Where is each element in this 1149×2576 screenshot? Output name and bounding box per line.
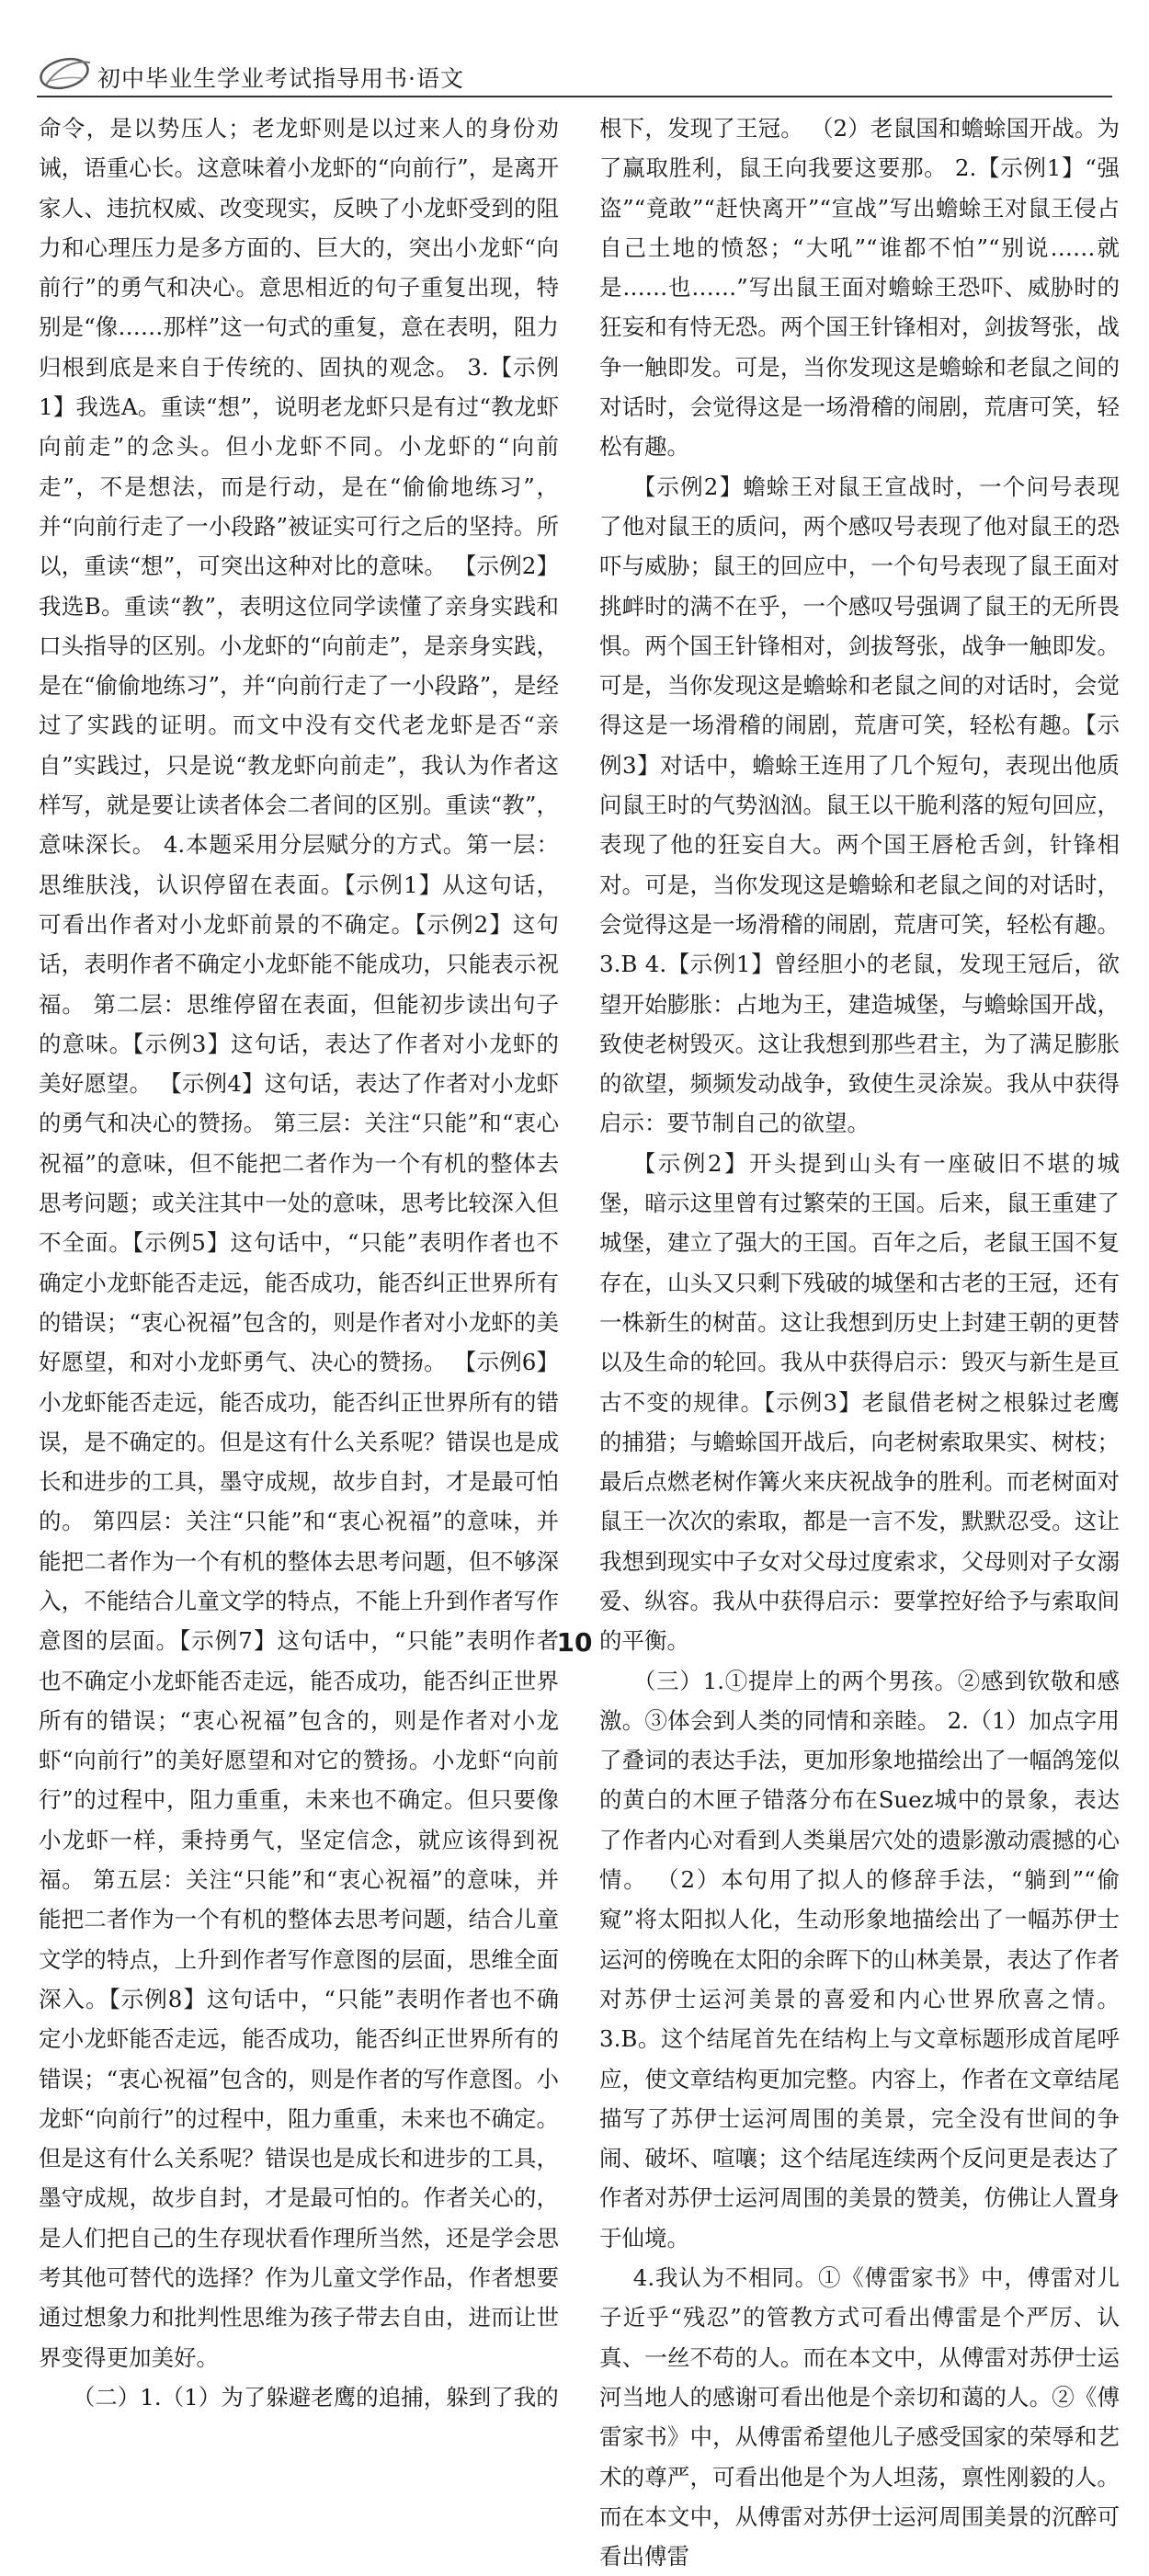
header-title: 初中毕业生学业考试指导用书·语文 [97, 65, 464, 92]
paragraph: 根下，发现了王冠。 （2）老鼠国和蟾蜍国开战。为了赢取胜利，鼠王向我要这要那。 2.【示例1】“强盗”“竟敢”“赶快离开”“宣战”写出蟾蜍王对鼠王侵占自己土地的愤怒；“大吼”“谁都不怕”“别说……就是……也……”写出鼠王面对蟾蜍王恐吓、威胁时的狂妄和有恃无恐。两个国王针锋相对，剑拔弩张，战争一触即发。可是，当你发现这是蟾蜍和老鼠之间的对话时，会觉得这是一场滑稽的闹剧，荒唐可笑，轻松有趣。 [599, 115, 1120, 461]
page-header [37, 51, 1112, 99]
paragraph: 命令，是以势压人；老龙虾则是以过来人的身份劝诫，语重心长。这意味着小龙虾的“向前行”，是离开家人、违抗权威、改变现实，反映了小龙虾受到的阻力和心理压力是多方面的、巨大的，突出小龙虾“向前行”的勇气和决心。意思相近的句子重复出现，特别是“像……那样”这一句式的重复，意在表明，阻力归根到底是来自于传统的、固执的观念。 3.【示例1】我选A。重读“想”，说明老龙虾只是有过“教龙虾向前走”的念头。但小龙虾不同。小龙虾的“向前走”，不是想法，而是行动，是在“偷偷地练习”，并“向前行走了一小段路”被证实可行之后的坚持。所以，重读“想”，可突出这种对比的意味。 【示例2】我选B。重读“教”，表明这位同学读懂了亲身实践和口头指导的区别。小龙虾的“向前走”，是亲身实践，是在“偷偷地练习”，并“向前行走了一小段路”，是经过了实践的证明。而文中没有交代老龙虾是否“亲自”实践过，只是说“教龙虾向前走”，我认为作者这样写，就是要让读者体会二者间的区别。重读“教”，意味深长。 4.本题采用分层赋分的方式。第一层：思维肤浅，认识停留在表面。【示例1】从这句话，可看出作者对小龙虾前景的不确定。【示例2】这句话，表明作者不确定小龙虾能不能成功，只能表示祝福。 第二层：思维停留在表面，但能初步读出句子的意味。【示例3】这句话，表达了作者对小龙虾的美好愿望。 【示例4】这句话，表达了作者对小龙虾的勇气和决心的赞扬。 第三层：关注“只能”和“衷心祝福”的意味，但不能把二者作为一个有机的整体去思考问题；或关注其中一处的意味，思考比较深入但不全面。【示例5】这句话中，“只能”表明作者也不确定小龙虾能否走远，能否成功，能否纠正世界所有的错误；“衷心祝福”包含的，则是作者对小龙虾的美好愿望，和对小龙虾勇气、决心的赞扬。 【示例6】小龙虾能否走远，能否成功，能否纠正世界所有的错误，是不确定的。但是这有什么关系呢？错误也是成长和进步的工具，墨守成规，故步自封，才是最可怕的。 第四层：关注“只能”和“衷心祝福”的意味，并能把二者作为一个有机的整体去思考问题，但不够深入，不能结合儿童文学的特点，不能上升到作者写作意图的层面。【示例7】这句话中，“只能”表明作者也不确定小龙虾能否走远，能否成功，能否纠正世界所有的错误；“衷心祝福”包含的，则是作者对小龙虾“向前行”的美好愿望和对它的赞扬。小龙虾“向前行”的过程中，阻力重重，未来也不确定。但只要像小龙虾一样，秉持勇气，坚定信念，就应该得到祝福。 第五层：关注“只能”和“衷心祝福”的意味，并能把二者作为一个有机的整体去思考问题，结合儿童文学的特点，上升到作者写作意图的层面，思维全面深入。【示例8】这句话中，“只能”表明作者也不确定小龙虾能否走远，能否成功，能否纠正世界所有的错误；“衷心祝福”包含的，则是作者的写作意图。小龙虾“向前行”的过程中，阻力重重，未来也不确定。但是这有什么关系呢？错误也是成长和进步的工具，墨守成规，故步自封，才是最可怕的。作者关心的，是人们把自己的生存现状看作理所当然，还是学会思考其他可替代的选择？作为儿童文学作品，作者想要通过想象力和批判性思维为孩子带去自由，进而让世界变得更加美好。 [39, 115, 559, 2371]
paragraph: （三）1.①提岸上的两个男孩。②感到钦敬和感激。③体会到人类的同情和亲睦。 2.（1）加点字用了叠词的表达手法，更加形象地描绘出了一幅鸽笼似的黄白的木匣子错落分布在Suez城中的景象，表达了作者内心对看到人类巢居穴处的遗影激动震撼的心情。 （2）本句用了拟人的修辞手法，“躺到”“偷窥”将太阳拟人化，生动形象地描绘出了一幅苏伊士运河的傍晚在太阳的余晖下的山林美景，表达了作者对苏伊士运河美景的喜爱和内心世界欣喜之情。 3.B。这个结尾首先在结构上与文章标题形成首尾呼应，使文章结构更加完整。内容上，作者在文章结尾描写了苏伊士运河周围的美景，完全没有世间的争闹、破坏、喧嚷；这个结尾连续两个反问更是表达了作者对苏伊士运河周围的美景的赞美，仿佛让人置身于仙境。 [599, 1667, 1120, 2251]
paragraph: 【示例2】开头提到山头有一座破旧不堪的城堡，暗示这里曾有过繁荣的王国。后来，鼠王重建了城堡，建立了强大的王国。百年之后，老鼠王国不复存在，山头又只剩下残破的城堡和古老的王冠，还有一株新生的树苗。这让我想到历史上封建王朝的更替以及生命的轮回。我从中获得启示：毁灭与新生是亘古不变的规律。【示例3】老鼠借老树之根躲过老鹰的捕猎；与蟾蜍国开战后，向老树索取果实、树枝；最后点燃老树作篝火来庆祝战争的胜利。而老树面对鼠王一次次的索取，都是一言不发，默默忍受。这让我想到现实中子女对父母过度索求，父母则对子女溺爱、纵容。我从中获得启示：要掌控好给予与索取间的平衡。 [599, 1149, 1120, 1655]
paragraph: （二）1.（1）为了躲避老鹰的追捕，躲到了我的 [72, 2383, 559, 2411]
left-column [39, 108, 559, 2411]
header-divider [37, 96, 1112, 97]
book-logo-icon [37, 53, 96, 94]
paragraph: 【示例2】蟾蜍王对鼠王宣战时，一个问号表现了他对鼠王的质问，两个感叹号表现了他对鼠王的恐吓与威胁；鼠王的回应中，一个句号表现了鼠王面对挑衅时的满不在乎，一个感叹号强调了鼠王的无所畏惧。两个国王针锋相对，剑拔弩张，战争一触即发。可是，当你发现这是蟾蜍和老鼠之间的对话时，会觉得这是一场滑稽的闹剧，荒唐可笑，轻松有趣。【示例3】对话中，蟾蜍王连用了几个短句，表现出他质问鼠王时的气势汹汹。鼠王以干脆利落的短句回应，表现了他的狂妄自大。两个国王唇枪舌剑，针锋相对。可是，当你发现这是蟾蜍和老鼠之间的对话时，会觉得这是一场滑稽的闹剧，荒唐可笑，轻松有趣。 3.B 4.【示例1】曾经胆小的老鼠，发现王冠后，欲望开始膨胀：占地为王，建造城堡，与蟾蜍国开战，致使老树毁灭。这让我想到那些君主，为了满足膨胀的欲望，频频发动战争，致使生灵涂炭。我从中获得启示：要节制自己的欲望。 [599, 473, 1120, 1137]
page-number: 10 [556, 1627, 593, 1658]
paragraph: 4.我认为不相同。①《傅雷家书》中，傅雷对儿子近乎“残忍”的管教方式可看出傅雷是个严厉、认真、一丝不苟的人。而在本文中，从傅雷对苏伊士运河当地人的感谢可看出他是个亲切和蔼的人。②《傅雷家书》中，从傅雷希望他儿子感受国家的荣辱和艺术的尊严，可看出他是个为人坦荡，禀性刚毅的人。而在本文中，从傅雷对苏伊士运河周围美景的沉醉可看出傅雷 [599, 2264, 1120, 2570]
right-column [599, 108, 1120, 2570]
